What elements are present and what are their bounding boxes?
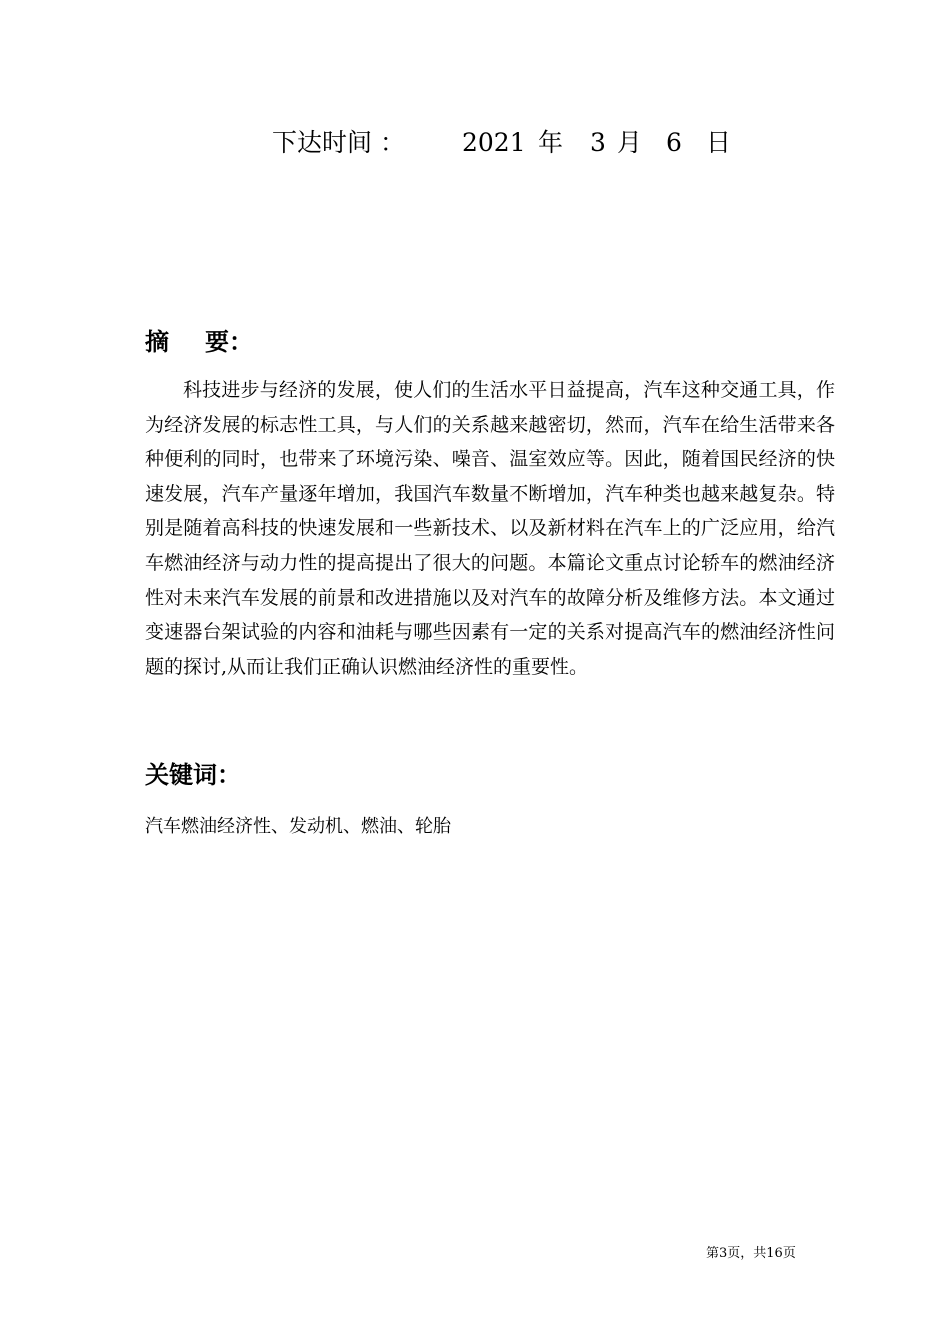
issue-date-month: 3 — [590, 128, 606, 157]
abstract-heading-char1: 摘 — [145, 328, 169, 356]
issue-date-month-unit: 月 — [617, 128, 643, 157]
issue-date-year-unit: 年 — [538, 128, 564, 157]
keywords-heading: 关键词： — [145, 761, 241, 789]
abstract-heading — [145, 322, 253, 362]
keywords-list: 汽车燃油经济性、发动机、燃油、轮胎 — [145, 816, 451, 837]
issue-date-day-unit: 日 — [706, 128, 732, 157]
page-number: 第3页，共16页 — [706, 1246, 796, 1261]
issue-date-year: 2021 — [462, 128, 526, 157]
issue-date-day: 6 — [666, 128, 682, 157]
abstract-body: 科技进步与经济的发展，使人们的生活水平日益提高，汽车这种交通工具，作为经济发展的标志性工具，与人们的关系越来越密切，然而，汽车在给生活带来各种便利的同时，也带来了环境污染、噪音、温室效应等。因此，随着国民经济的快速发展，汽车产量逐年增加，我国汽车数量不断增加，汽车种类也越来越复杂。特别是随着高科技的快速发展和一些新技术、以及新材料在汽车上的广泛应用，给汽车燃油经济与动力性的提高提出了很大的问题。本篇论文重点讨论轿车的燃油经济性对未来汽车发展的前景和改进措施以及对汽车的故障分析及维修方法。本文通过变速器台架试验的内容和油耗与哪些因素有一定的关系对提高汽车的燃油经济性问题的探讨,从而让我们正确认识燃油经济性的重要性。 — [145, 379, 835, 678]
abstract-heading-char2: 要： — [205, 328, 253, 356]
issue-date-label: 下达时间 ： — [272, 128, 405, 157]
